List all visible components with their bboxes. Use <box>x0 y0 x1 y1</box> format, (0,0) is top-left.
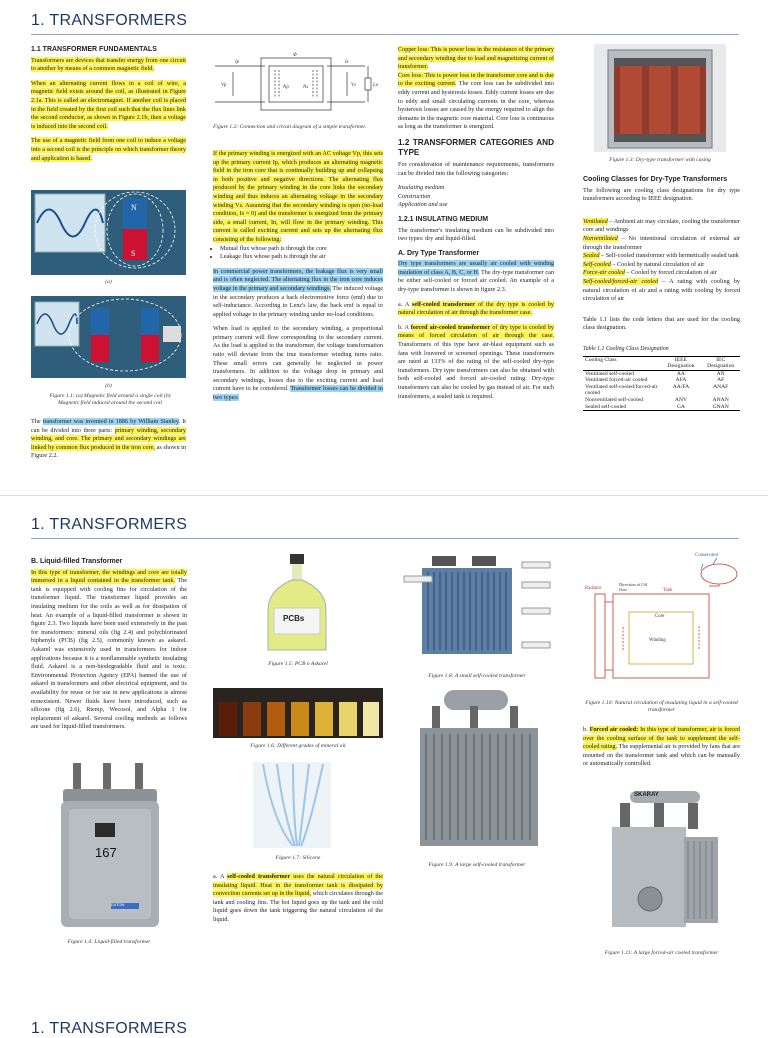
page-title: 1. TRANSFORMERS <box>31 12 188 29</box>
cooling-def: Ventilated – Ambient air may circulate, cooling the transformer core and windings <box>583 217 740 234</box>
table-row: Ventilated self-cooled AA AN <box>585 370 725 377</box>
diagram-label: Conservator <box>695 553 719 558</box>
figure-1-9-large-self-cooled <box>410 688 548 853</box>
table-header: IEC Designation <box>701 356 740 370</box>
paragraph: b. Forced air cooled: In this type of transformer, air is forced over the cooling surface of the tank to supplement the self-cooled rating. The supplemental air is provided by fans that are mounted on the transformer tank and which can be manually or automatically controlled. <box>583 726 740 768</box>
paragraph: a. A self-cooled transformer of the dry type is cooled by natural circulation of air through the transformer case. <box>398 300 555 317</box>
figure-caption: Figure 1.2: Connection and circuit diagram of a simple transformer. <box>213 124 367 130</box>
figure-label-b: (b) <box>105 383 112 389</box>
figure-1-1b <box>31 296 186 378</box>
svg-text:Lo: Lo <box>373 83 379 88</box>
svg-text:Vp: Vp <box>221 83 227 88</box>
figure-caption: Figure 1.4: Liquid-filled transformer <box>67 939 151 945</box>
figure-caption: Figure 1.7: Silicone <box>275 855 321 861</box>
paragraph: b. A forced air-cooled transformer of dry type is cooled by means of forced circulation of air through the case. Transformers of this type have air-blast equipment such as fans with louvered or screened openings. These transformers are rated at 133% of the rating of the self-cooled dry-type transformers. Dry type transformers can also be obtained with both self-cooled and forced air-cooled rating. Dry-type transformers can also be cooled by gas instead of air. For such transformers, a sealed tank is required. <box>398 323 554 400</box>
paragraph: The transformer's insulating medium can be subdivided into two types: dry and liquid-filled. <box>398 226 554 243</box>
paragraph: The use of a magnetic field from one coil to induce a voltage into a second coil is the principle on which transformer theory and application is based. <box>31 137 186 162</box>
page-2 <box>0 495 768 1037</box>
category-item: Insulating medium <box>398 184 445 192</box>
figure-caption: Figure 1.3: Dry-type transformer with casing <box>609 157 711 163</box>
figure-1-11-forced-air-cooled <box>600 787 722 935</box>
bottle-label: PCBs <box>283 614 305 623</box>
brand-label: EATON <box>111 902 125 907</box>
paragraph: For consideration of maintenance requirements, transformers can be divided into the following categories: <box>398 160 554 177</box>
subsection-heading: 1.2.1 INSULATING MEDIUM <box>398 215 489 223</box>
cooling-def: Self-cooled/forced-air cooled – A rating with cooling by natural circulation of air and a rating with cooling by forced circulation of air <box>583 277 741 303</box>
column-2 <box>213 150 383 409</box>
title-rule <box>31 538 739 539</box>
paragraph: When load is applied to the secondary winding, a proportional primary current will flow corresponding to the secondary current. As the load is applied to the transformer, the voltage transformation ratio will deviate from the true transformer winding turns ratio. These small errors can generally be neglected in power transformers. In addition to the voltage drop in primary and secondary windings, losses due to the exciting current and load current have to be considered. Transformer losses can be divided in two types: <box>213 325 383 402</box>
section-heading: 1.1 TRANSFORMER FUNDAMENTALS <box>31 46 157 53</box>
figure-caption: Figure 1.10: Natural circulation of insulating liquid in a self-cooled transformer <box>585 700 738 714</box>
cooling-def: Nonventilated – No intentional circulation of external air through the transformer <box>583 234 740 251</box>
figure-label-a: (a) <box>105 279 112 285</box>
figure-1-3-drytype <box>594 44 726 152</box>
paragraph: Copper loss: This is power loss in the resistance of the primary and secondary winding due to load and magnetizing current of transformer. <box>398 46 554 71</box>
category-item: Application and use <box>398 201 448 209</box>
subsection-heading: A. Dry Type Transformer <box>398 249 480 257</box>
svg-text:Ip: Ip <box>235 60 240 65</box>
unit-number: 167 <box>95 845 117 860</box>
subsection-heading: Cooling Classes for Dry-Type Transformers <box>583 176 728 183</box>
paragraph: Dry type transformers are usually air cooled with winding insulation of class A, B, C, or H. The dry-type transformer can be either self-cooled or forced air cooled. An example of a dry-type transformer is shown in figure 2.3. <box>398 260 554 294</box>
figure-1-7-silicone <box>253 762 331 848</box>
title-rule <box>31 34 739 35</box>
figure-1-6-mineral-oils <box>213 688 383 738</box>
column-4 <box>583 176 740 411</box>
figure-caption: Figure 1.9: A large self-cooled transformer <box>428 862 526 868</box>
column-2-text <box>213 873 383 931</box>
figure-1-1a <box>31 190 186 275</box>
column-4-text <box>583 726 740 775</box>
figure-caption: Figure 1.8: A small self-cooled transformer <box>428 673 526 679</box>
paragraph: In commercial power transformers, the leakage flux is very small and is often neglected. The alternating flux in the iron core induces voltage in the primary and secondary windings. The induced voltage in the secondary produces a back electromotive force (emf) due to self-inductance. According to Lenz's law, the back emf is equal to applied voltage to the primary winding under no-load conditions. <box>213 267 383 318</box>
paragraph: The transformer was invented in 1886 by William Stanley. It can be divided into three parts: primary winding, secondary winding, and core. The primary and secondary windings are linked by common flux produced in the iron core, as shown in Figure 2.2. <box>31 418 187 460</box>
bullet-list <box>213 245 383 262</box>
svg-text:Φ: Φ <box>293 53 297 58</box>
paragraph: In this type of transformer, the windings and core are totally immersed in a liquid contained in the transformer tank. The tank is equipped with cooling fins for circulation of the transformer liquid. The transformer liquid provides an insulating medium for the coils as well as for dissipation of heat. An example of a liquid-filled transformer is shown in figure 2.3. Two liquids have been used extensively in the past for transformers: mineral oils (fig 2.4) and polychlorinated biphenyls (PCB) (fig 2.5), commonly known as askarel. Askarel was extensively used in transformers for indoor applications because it is a nonflammable synthetic insulating fluid. Askarel is a non-biodegradable fluid and is toxic. Environmental Protection Agency (EPA) banned the use of askarel in transformers and other electrical equipment, and its availability for reuse or for use in new applications is almost nonexistent. Newer fluids have been introduced, such as silicone (fig 2.6), Rtemp, Wecosol, and Alpha 1 for replacement of askarel. Several cooling methods as follows are used for liquid-filled transformers. <box>31 568 187 731</box>
figure-caption: Figure 1.1: (a) Magnetic field around a single coil (b) Magnetic field induced around the second coil <box>49 393 171 407</box>
figure-1-4-liquid-filled <box>55 761 165 933</box>
figure-caption: Figure 1.6: Different grades of mineral oil <box>250 743 346 749</box>
cooling-def: Force-air cooled – Cooled by forced circulation of air <box>583 269 717 277</box>
paragraph: The following are cooling class designations for dry type transformers according to IEEE designation. <box>583 186 740 203</box>
svg-text:Is: Is <box>345 60 349 65</box>
column-1 <box>31 558 187 738</box>
category-item: Construction <box>398 192 431 200</box>
diagram-label: Tank <box>663 588 673 593</box>
diagram-label: Direction of Oil flow <box>619 582 648 592</box>
cooling-class-table <box>583 356 740 412</box>
table-header: Cooling Class <box>583 356 661 370</box>
svg-text:Ns: Ns <box>303 85 309 90</box>
paragraph: Transformers are devices that transfer energy from one circuit to another by means of a common magnetic field. <box>31 56 186 73</box>
column-1 <box>31 46 186 169</box>
cooling-def: Self-cooled – Cooled by natural circulation of air <box>583 260 705 268</box>
paragraph: a. A self-cooled transformer uses the natural circulation of the insulating liquid. Heat in the transformer tank is dissipated by convection currents set up in the liquid, which circulates through the tank and cooling fins. The hot liquid goes up the tank and the cold liquid goes down the tank triggering the natural circulation of the liquid. <box>213 873 383 923</box>
svg-text:S: S <box>131 249 136 258</box>
table-row: Nonventilated self-cooled ANV ANAN <box>585 397 729 404</box>
list-item: • Leakage flux whose path is through the air <box>220 253 383 262</box>
figure-1-10-circulation-diagram <box>583 550 740 688</box>
figure-1-2-circuit <box>213 52 383 118</box>
svg-text:N: N <box>131 203 137 212</box>
table-caption: Table 1.1 Cooling Class Designation <box>583 345 669 352</box>
svg-text:Vs: Vs <box>351 83 356 88</box>
page-1 <box>0 0 768 495</box>
diagram-label: Winding <box>649 638 666 643</box>
section-heading: 1.2 TRANSFORMER CATEGORIES AND TYPE <box>398 137 554 157</box>
table-row: Ventilated forced-air cooled AFA AF <box>585 377 725 384</box>
column-1-bottom <box>31 418 186 467</box>
diagram-label: Radiator <box>585 586 602 591</box>
figure-1-8-small-self-cooled <box>402 552 552 662</box>
paragraph: Core loss: This is power loss in the transformer core and is due to the exciting current. The core loss can be subdivided into eddy current and hysteresis losses. Eddy current losses are due to eddy and small circulating currents in the core, whereas hysteresis losses are caused by the energy required to align the domains in the magnetic core material. Core loss is continuous as long as the transformer is energized. <box>398 71 554 131</box>
paragraph: Table 1.1 lists the code letters that are used for the cooling class designation. <box>583 315 740 332</box>
figure-caption: Figure 1.11: A large forced-air cooled transformer <box>604 950 719 956</box>
brand-label: SKARAY <box>634 792 659 798</box>
page-title: 1. TRANSFORMERS <box>31 516 188 533</box>
subsection-heading: B. Liquid-filled Transformer <box>31 558 123 565</box>
table-header: IEEE Designation <box>661 356 702 370</box>
figure-caption: Figure 1.5: PCB n Askarel <box>268 661 328 667</box>
paragraph: If the primary winding is energized with an AC voltage Vp, this sets up the primary current Ip, which produces an alternating magnetic field in the iron core that is continually building up and collapsing in both positive and negative directions. The alternating flux produced by the primary winding in the core links the secondary winding and thus induces an alternating voltage in the secondary winding Vs. Assuming that the secondary winding is open (no-load condition, Is = 0) and the transformer is energized from the primary side, a small current, In, will flow in the primary winding. This current is called exciting current and sets up the alternating flux consisting of the following: <box>213 150 383 243</box>
list-item: • Mutual flux whose path is through the core <box>220 245 383 254</box>
next-page-title: 1. TRANSFORMERS <box>31 1020 188 1037</box>
table-row: Ventilated self-cooled/forced-air cooled AA/FA ANAF <box>585 383 729 397</box>
svg-text:Np: Np <box>283 85 289 90</box>
diagram-label: Core <box>655 614 665 619</box>
table-row: Sealed self-cooled GA GNAN <box>583 404 740 411</box>
paragraph: When an alternating current flows in a coil of wire, a magnetic field exists around the coil, as illustrated in Figure 2.1a. This is called an electromagnet. If another coil is placed in the field created by the first coil such that the flux lines link the second conductor, as shown in Figure 2.1b, then a voltage is induced into the second coil. <box>31 79 186 130</box>
column-3 <box>398 46 554 407</box>
cooling-def: Sealed – Self-cooled transformer with hermetically sealed tank <box>583 252 739 260</box>
figure-1-5-pcb-bottle <box>258 552 336 656</box>
